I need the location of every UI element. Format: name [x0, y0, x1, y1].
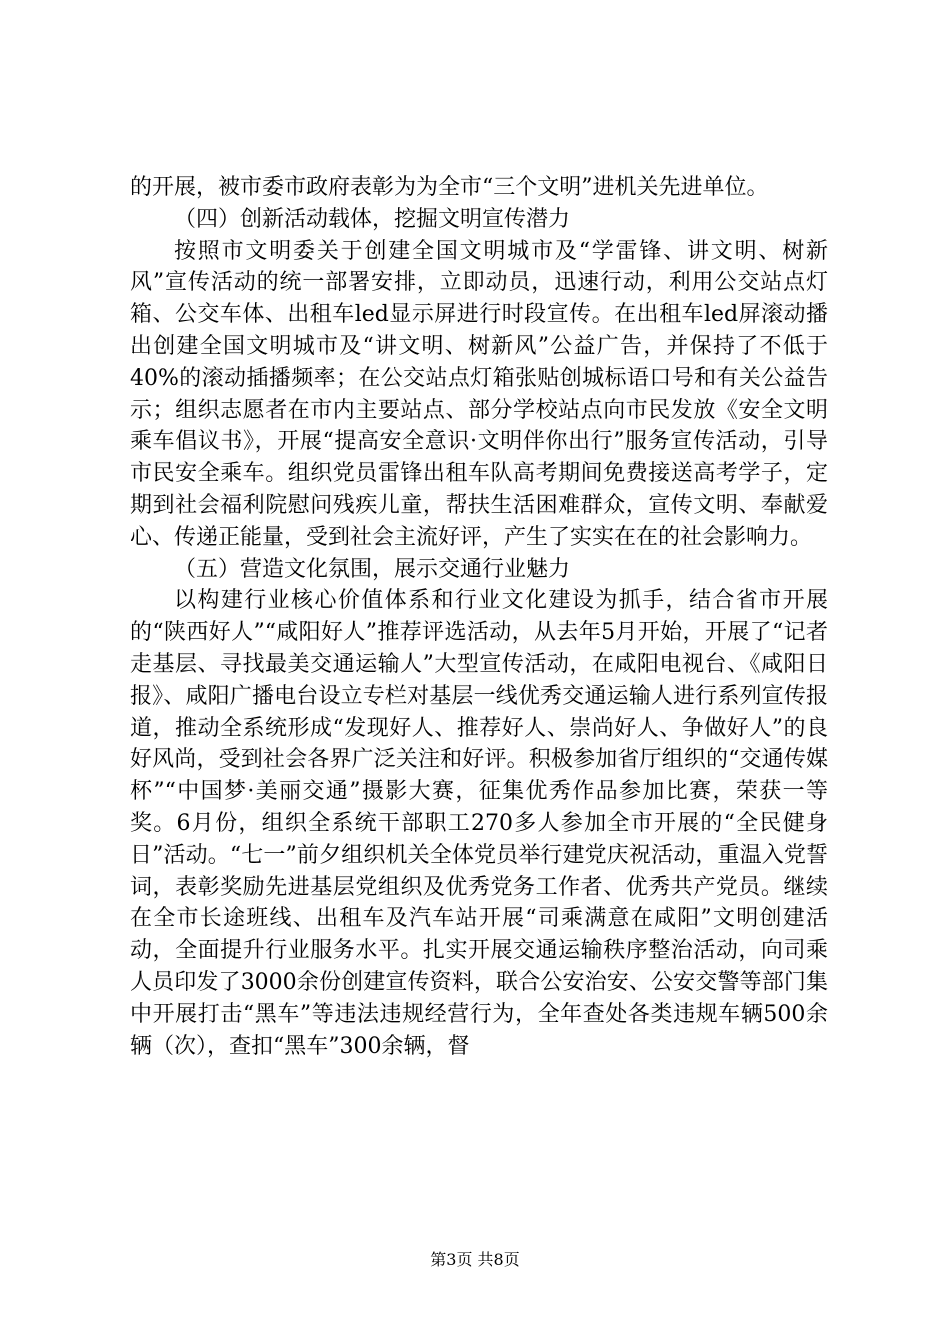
page-number-footer: 第3页 共8页	[430, 1250, 520, 1269]
body-paragraph: 按照市文明委关于创建全国文明城市及“学雷锋、讲文明、树新风”宣传活动的统一部署安排，立即动员，迅速行动，利用公交站点灯箱、公交车体、出租车led显示屏进行时段宣传。在出租车led屏滚动播出创建全国文明城市及“讲文明、树新风”公益广告，并保持了不低于40%的滚动插播频率；在公交站点灯箱张贴创城标语口号和有关公益告示；组织志愿者在市内主要站点、部分学校站点向市民发放《安全文明乘车倡议书》，开展“提高安全意识·文明伴你出行”服务宣传活动，引导市民安全乘车。组织党员雷锋出租车队高考期间免费接送高考学子，定期到社会福利院慰问残疾儿童，帮扶生活困难群众，宣传文明、奉献爱心、传递正能量，受到社会主流好评，产生了实实在在的社会影响力。	[130, 238, 828, 550]
body-paragraph: 以构建行业核心价值体系和行业文化建设为抓手，结合省市开展的“陕西好人”“咸阳好人”推荐评选活动，从去年5月开始，开展了“记者走基层、寻找最美交通运输人”大型宣传活动，在咸阳电视台、《咸阳日报》、咸阳广播电台设立专栏对基层一线优秀交通运输人进行系列宣传报道，推动全系统形成“发现好人、推荐好人、崇尚好人、争做好人”的良好风尚，受到社会各界广泛关注和好评。积极参加省厅组织的“交通传媒杯”“中国梦·美丽交通”摄影大赛，征集优秀作品参加比赛，荣获一等奖。6月份，组织全系统干部职工270多人参加全市开展的“全民健身日”活动。“七一”前夕组织机关全体党员举行建党庆祝活动，重温入党誓词，表彰奖励先进基层党组织及优秀党务工作者、优秀共产党员。继续在全市长途班线、出租车及汽车站开展“司乘满意在咸阳”文明创建活动，全面提升行业服务水平。扎实开展交通运输秩序整治活动，向司乘人员印发了3000余份创建宣传资料，联合公安治安、公安交警等部门集中开展打击“黑车”等违法违规经营行为，全年查处各类违规车辆500余辆（次），查扣“黑车”300余辆，督	[130, 588, 828, 1059]
section-heading-5: （五）营造文化氛围，展示交通行业魅力	[174, 556, 571, 582]
section-heading-4: （四）创新活动载体，挖掘文明宣传潜力	[174, 206, 571, 232]
document-body	[130, 172, 828, 1062]
continuation-paragraph: 的开展，被市委市政府表彰为为全市“三个文明”进机关先进单位。	[130, 175, 769, 200]
